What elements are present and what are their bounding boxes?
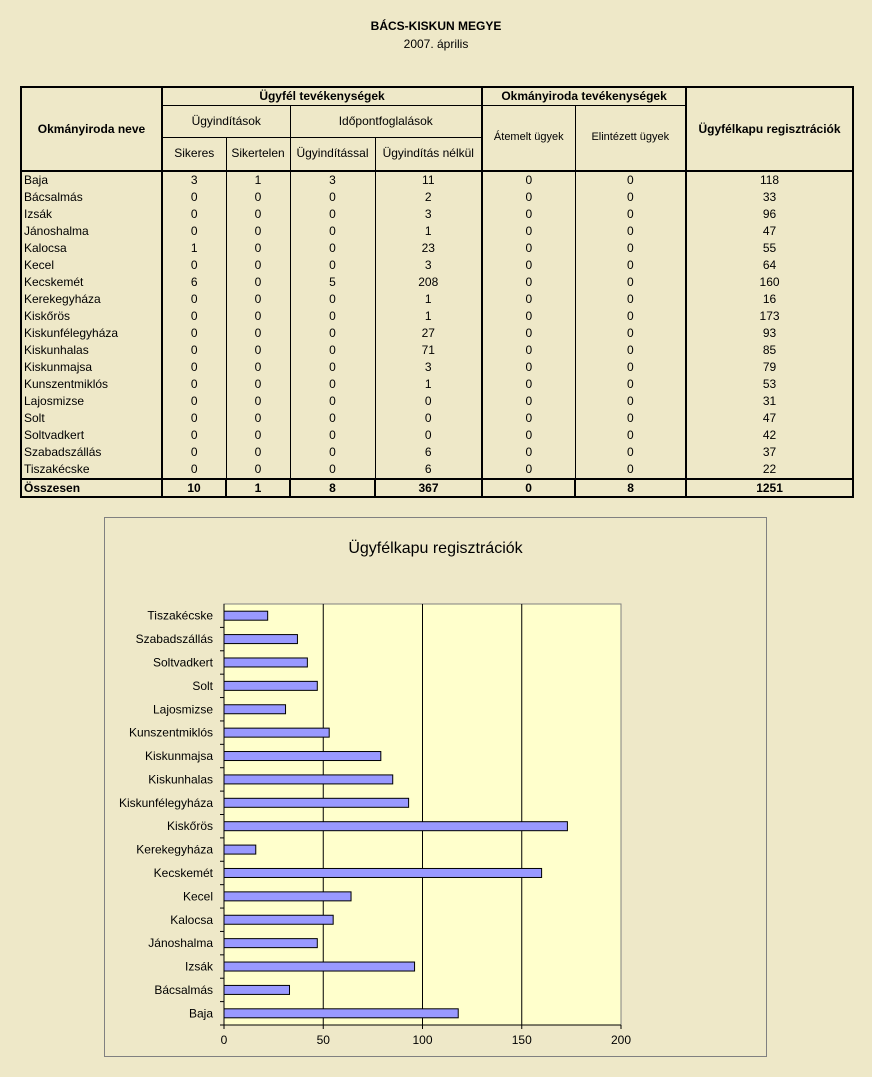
category-label: Lajosmizse xyxy=(152,702,213,717)
bar xyxy=(224,939,317,948)
value-cell: 0 xyxy=(482,325,575,342)
value-cell: 0 xyxy=(575,393,686,410)
table-row xyxy=(21,240,853,257)
value-cell: 0 xyxy=(226,393,290,410)
total-value-cell: 0 xyxy=(482,479,575,497)
col-portal-registrations: Ügyfélkapu regisztrációk xyxy=(686,87,853,171)
office-name-cell: Soltvadkert xyxy=(21,427,162,444)
office-name-cell: Kerekegyháza xyxy=(21,291,162,308)
value-cell: 0 xyxy=(482,410,575,427)
category-label: Soltvadkert xyxy=(152,655,213,670)
value-cell: 0 xyxy=(162,427,226,444)
value-cell: 0 xyxy=(162,393,226,410)
value-cell: 0 xyxy=(162,291,226,308)
value-cell: 0 xyxy=(290,376,375,393)
table-row xyxy=(21,171,853,189)
table-row xyxy=(21,223,853,240)
value-cell: 0 xyxy=(482,240,575,257)
value-cell: 118 xyxy=(686,171,853,189)
value-cell: 6 xyxy=(375,444,482,461)
category-label: Jánoshalma xyxy=(148,936,213,951)
bar xyxy=(224,915,333,924)
total-label: Összesen xyxy=(21,479,162,497)
value-cell: 0 xyxy=(575,206,686,223)
value-cell: 27 xyxy=(375,325,482,342)
office-name-cell: Kiskunhalas xyxy=(21,342,162,359)
total-value-cell: 10 xyxy=(162,479,226,497)
bar xyxy=(224,892,351,901)
bar xyxy=(224,635,297,644)
office-name-cell: Kecskemét xyxy=(21,274,162,291)
value-cell: 0 xyxy=(575,410,686,427)
table-row xyxy=(21,461,853,479)
x-tick-label: 150 xyxy=(511,1033,532,1047)
value-cell: 0 xyxy=(290,325,375,342)
bar xyxy=(224,681,317,690)
col-fail: Sikertelen xyxy=(226,137,290,171)
value-cell: 33 xyxy=(686,189,853,206)
value-cell: 47 xyxy=(686,223,853,240)
value-cell: 0 xyxy=(226,206,290,223)
value-cell: 31 xyxy=(686,393,853,410)
value-cell: 160 xyxy=(686,274,853,291)
value-cell: 0 xyxy=(575,461,686,479)
value-cell: 1 xyxy=(375,308,482,325)
sub-appointments: Időpontfoglalások xyxy=(290,105,482,137)
value-cell: 0 xyxy=(162,376,226,393)
col-with-init: Ügyindítással xyxy=(290,137,375,171)
value-cell: 0 xyxy=(162,342,226,359)
value-cell: 0 xyxy=(482,359,575,376)
value-cell: 3 xyxy=(375,359,482,376)
value-cell: 37 xyxy=(686,444,853,461)
category-label: Kunszentmiklós xyxy=(128,725,213,740)
value-cell: 0 xyxy=(226,308,290,325)
value-cell: 0 xyxy=(226,274,290,291)
chart-panel xyxy=(104,517,767,1057)
value-cell: 1 xyxy=(375,291,482,308)
office-name-cell: Kecel xyxy=(21,257,162,274)
value-cell: 6 xyxy=(162,274,226,291)
value-cell: 0 xyxy=(482,171,575,189)
table-row xyxy=(21,342,853,359)
value-cell: 0 xyxy=(575,223,686,240)
bar xyxy=(224,1009,458,1018)
value-cell: 0 xyxy=(226,325,290,342)
value-cell: 0 xyxy=(226,257,290,274)
report-period: 2007. április xyxy=(403,37,469,51)
value-cell: 0 xyxy=(162,461,226,479)
value-cell: 0 xyxy=(290,359,375,376)
value-cell: 0 xyxy=(162,359,226,376)
x-tick-label: 100 xyxy=(412,1033,433,1047)
value-cell: 3 xyxy=(375,206,482,223)
value-cell: 0 xyxy=(226,223,290,240)
x-tick-label: 0 xyxy=(220,1033,228,1047)
col-transferred: Átemelt ügyek xyxy=(482,105,575,171)
value-cell: 0 xyxy=(226,376,290,393)
office-name-cell: Kiskőrös xyxy=(21,308,162,325)
bar xyxy=(224,985,290,994)
value-cell: 96 xyxy=(686,206,853,223)
value-cell: 0 xyxy=(575,359,686,376)
value-cell: 0 xyxy=(162,444,226,461)
category-label: Solt xyxy=(192,678,213,693)
sub-initiations: Ügyindítások xyxy=(162,105,290,137)
value-cell: 42 xyxy=(686,427,853,444)
value-cell: 22 xyxy=(686,461,853,479)
value-cell: 0 xyxy=(575,444,686,461)
col-without-init: Ügyindítás nélkül xyxy=(375,137,482,171)
value-cell: 0 xyxy=(575,291,686,308)
value-cell: 0 xyxy=(575,308,686,325)
value-cell: 0 xyxy=(575,325,686,342)
bar-chart xyxy=(105,518,766,1056)
chart-title: Ügyfélkapu regisztrációk xyxy=(348,540,523,557)
value-cell: 2 xyxy=(375,189,482,206)
category-label: Kecskemét xyxy=(153,865,213,880)
office-name-cell: Szabadszállás xyxy=(21,444,162,461)
category-label: Kalocsa xyxy=(170,912,213,927)
bar xyxy=(224,752,381,761)
total-value-cell: 8 xyxy=(290,479,375,497)
category-label: Kerekegyháza xyxy=(136,842,213,857)
value-cell: 0 xyxy=(575,171,686,189)
value-cell: 0 xyxy=(482,291,575,308)
category-label: Baja xyxy=(188,1006,213,1021)
col-office-name: Okmányiroda neve xyxy=(21,87,162,171)
value-cell: 3 xyxy=(375,257,482,274)
value-cell: 93 xyxy=(686,325,853,342)
value-cell: 0 xyxy=(290,189,375,206)
value-cell: 0 xyxy=(290,257,375,274)
value-cell: 64 xyxy=(686,257,853,274)
value-cell: 0 xyxy=(575,274,686,291)
value-cell: 11 xyxy=(375,171,482,189)
value-cell: 0 xyxy=(290,461,375,479)
value-cell: 0 xyxy=(290,291,375,308)
value-cell: 0 xyxy=(482,274,575,291)
value-cell: 0 xyxy=(226,342,290,359)
table-row xyxy=(21,325,853,342)
table-row xyxy=(21,291,853,308)
group-office-activities: Okmányiroda tevékenységek xyxy=(482,87,686,105)
x-tick-label: 50 xyxy=(316,1033,330,1047)
table-row xyxy=(21,359,853,376)
value-cell: 0 xyxy=(482,257,575,274)
office-name-cell: Solt xyxy=(21,410,162,427)
bar xyxy=(224,705,286,714)
value-cell: 1 xyxy=(162,240,226,257)
value-cell: 0 xyxy=(226,410,290,427)
office-name-cell: Lajosmizse xyxy=(21,393,162,410)
value-cell: 0 xyxy=(575,427,686,444)
value-cell: 0 xyxy=(162,325,226,342)
col-success: Sikeres xyxy=(174,146,215,161)
value-cell: 0 xyxy=(482,206,575,223)
office-name-cell: Kiskunfélegyháza xyxy=(21,325,162,342)
value-cell: 85 xyxy=(686,342,853,359)
value-cell: 0 xyxy=(575,342,686,359)
value-cell: 0 xyxy=(482,342,575,359)
bar xyxy=(224,845,256,854)
category-label: Tiszakécske xyxy=(147,608,213,623)
value-cell: 0 xyxy=(162,189,226,206)
value-cell: 0 xyxy=(482,393,575,410)
value-cell: 3 xyxy=(290,171,375,189)
table-row xyxy=(21,308,853,325)
office-name-cell: Kunszentmiklós xyxy=(21,376,162,393)
value-cell: 0 xyxy=(575,257,686,274)
value-cell: 0 xyxy=(482,427,575,444)
value-cell: 0 xyxy=(290,342,375,359)
total-value-cell: 8 xyxy=(575,479,686,497)
category-label: Kiskőrös xyxy=(166,819,213,834)
value-cell: 53 xyxy=(686,376,853,393)
value-cell: 0 xyxy=(162,308,226,325)
value-cell: 47 xyxy=(686,410,853,427)
value-cell: 0 xyxy=(226,444,290,461)
group-client-activities: Ügyfél tevékenységek xyxy=(162,87,482,105)
value-cell: 0 xyxy=(226,427,290,444)
value-cell: 79 xyxy=(686,359,853,376)
value-cell: 0 xyxy=(575,240,686,257)
value-cell: 0 xyxy=(290,410,375,427)
value-cell: 0 xyxy=(482,444,575,461)
value-cell: 5 xyxy=(290,274,375,291)
office-name-cell: Kiskunmajsa xyxy=(21,359,162,376)
table-row xyxy=(21,257,853,274)
bar xyxy=(224,962,415,971)
value-cell: 0 xyxy=(290,308,375,325)
table-row xyxy=(21,206,853,223)
bar xyxy=(224,611,268,620)
value-cell: 1 xyxy=(375,223,482,240)
table-row xyxy=(21,410,853,427)
value-cell: 6 xyxy=(375,461,482,479)
office-name-cell: Izsák xyxy=(21,206,162,223)
total-value-cell: 1 xyxy=(226,479,290,497)
value-cell: 23 xyxy=(375,240,482,257)
value-cell: 0 xyxy=(482,376,575,393)
bar xyxy=(224,822,567,831)
value-cell: 55 xyxy=(686,240,853,257)
category-label: Szabadszállás xyxy=(135,632,213,647)
value-cell: 0 xyxy=(375,393,482,410)
value-cell: 0 xyxy=(226,359,290,376)
value-cell: 0 xyxy=(482,189,575,206)
value-cell: 1 xyxy=(226,171,290,189)
office-name-cell: Kalocsa xyxy=(21,240,162,257)
value-cell: 0 xyxy=(290,206,375,223)
table-row xyxy=(21,189,853,206)
value-cell: 0 xyxy=(482,223,575,240)
bar xyxy=(224,728,329,737)
value-cell: 0 xyxy=(290,393,375,410)
office-name-cell: Bácsalmás xyxy=(21,189,162,206)
office-name-cell: Jánoshalma xyxy=(21,223,162,240)
category-label: Kiskunfélegyháza xyxy=(118,795,213,810)
value-cell: 0 xyxy=(375,410,482,427)
value-cell: 3 xyxy=(162,171,226,189)
value-cell: 71 xyxy=(375,342,482,359)
value-cell: 0 xyxy=(375,427,482,444)
value-cell: 0 xyxy=(575,376,686,393)
value-cell: 0 xyxy=(162,410,226,427)
statistics-table xyxy=(20,86,854,498)
value-cell: 173 xyxy=(686,308,853,325)
total-value-cell: 1251 xyxy=(686,479,853,497)
value-cell: 0 xyxy=(226,240,290,257)
total-value-cell: 367 xyxy=(375,479,482,497)
total-row xyxy=(21,479,853,497)
value-cell: 208 xyxy=(375,274,482,291)
value-cell: 0 xyxy=(290,427,375,444)
x-tick-label: 200 xyxy=(610,1033,632,1047)
table-row xyxy=(21,393,853,410)
value-cell: 0 xyxy=(162,223,226,240)
value-cell: 0 xyxy=(290,444,375,461)
office-name-cell: Baja xyxy=(21,171,162,189)
value-cell: 0 xyxy=(162,206,226,223)
value-cell: 0 xyxy=(482,308,575,325)
bar xyxy=(224,775,393,784)
value-cell: 0 xyxy=(290,223,375,240)
value-cell: 0 xyxy=(162,257,226,274)
table-row xyxy=(21,444,853,461)
value-cell: 0 xyxy=(226,189,290,206)
table-row xyxy=(21,274,853,291)
category-label: Kiskunhalas xyxy=(148,772,213,787)
value-cell: 0 xyxy=(226,461,290,479)
value-cell: 16 xyxy=(686,291,853,308)
category-label: Kiskunmajsa xyxy=(144,749,213,764)
value-cell: 0 xyxy=(226,291,290,308)
value-cell: 0 xyxy=(482,461,575,479)
table-row xyxy=(21,376,853,393)
report-title: BÁCS-KISKUN MEGYE xyxy=(370,19,502,33)
bar xyxy=(224,658,307,667)
value-cell: 0 xyxy=(290,240,375,257)
category-label: Bácsalmás xyxy=(154,982,213,997)
bar xyxy=(224,868,542,877)
value-cell: 0 xyxy=(575,189,686,206)
table-row xyxy=(21,427,853,444)
office-name-cell: Tiszakécske xyxy=(21,461,162,479)
bar xyxy=(224,798,409,807)
category-label: Izsák xyxy=(184,959,213,974)
value-cell: 1 xyxy=(375,376,482,393)
col-handled: Elintézett ügyek xyxy=(575,105,686,171)
category-label: Kecel xyxy=(182,889,213,904)
